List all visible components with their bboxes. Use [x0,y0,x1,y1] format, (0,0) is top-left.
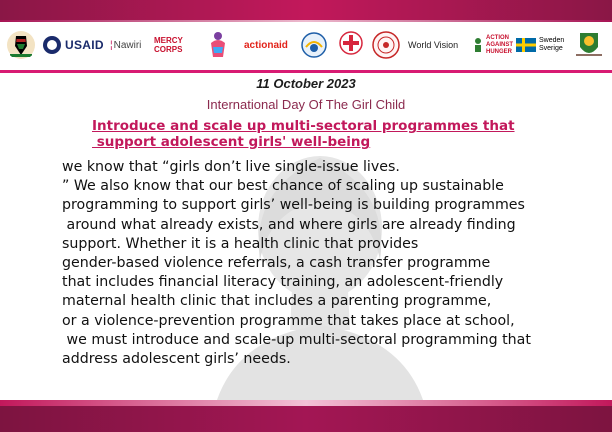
body-line: gender-based violence referrals, a cash transfer programme [62,255,491,272]
body-line: around what already exists, and where girls are already finding [62,216,516,233]
body-line: programming to support girls’ well-being is building programmes [62,197,525,214]
body-line: or a violence-prevention programme that takes place at school, [62,312,515,329]
bottom-decorative-band [0,406,612,432]
event-title: International Day Of The Girl Child [206,97,406,112]
sweden-logo: Sweden Sverige [516,28,564,62]
colorful-figure-logo [207,28,229,62]
date-heading: 11 October 2023 [256,76,356,91]
body-line: that includes financial literacy training, an adolescent-friendly [62,274,504,291]
action-against-hunger-logo: ACTION AGAINST HUNGER [472,28,513,62]
headline-line-1: Introduce and scale up multi-sectoral programmes that [92,118,515,134]
usaid-wordmark: USAID [65,38,104,52]
world-vision-wordmark: World Vision [408,40,459,50]
body-line: support. Whether it is a health clinic that provides [62,235,419,252]
county-emblem-logo [574,28,604,62]
nawiri-logo [110,28,141,62]
county-crest-icon [574,29,604,61]
round-badge-logo [372,28,400,62]
body-line: maternal health clinic that includes a parenting programme, [62,293,492,310]
headline [92,118,532,150]
kenya-coat-of-arms-logo [6,28,36,62]
blue-round-logo [301,28,327,62]
blue-emblem-icon [301,32,327,58]
partner-logo-strip [0,22,612,73]
caritas-cross-icon [338,31,364,59]
body-paragraph [62,158,602,369]
actionaid-logo [244,28,288,62]
body-line: we must introduce and scale-up multi-sectoral programming that [62,331,531,348]
top-decorative-band [0,0,612,22]
people-figure-icon [207,31,229,59]
usaid-logo [42,28,104,62]
nawiri-wordmark: Nawiri [113,39,142,51]
swedish-flag-icon [516,38,536,52]
mercy-corps-logo: MERCY CORPS [154,36,183,54]
usaid-seal-icon [42,35,62,55]
body-line: address adolescent girls’ needs. [62,351,291,368]
actionaid-wordmark: actionaid [244,39,288,51]
world-vision-logo [408,28,458,62]
body-line: ” We also know that our best chance of scaling up sustainable [62,178,504,195]
headline-line-2: support adolescent girls' well-being [92,134,371,150]
caritas-logo [338,28,364,62]
kenya-shield-icon [6,30,36,60]
badge-circle-icon [372,31,400,59]
body-line: we know that “girls don’t live single-issue lives. [62,159,400,175]
aah-figure-icon [472,37,484,53]
nawiri-mark-icon: ¦ [110,39,113,51]
